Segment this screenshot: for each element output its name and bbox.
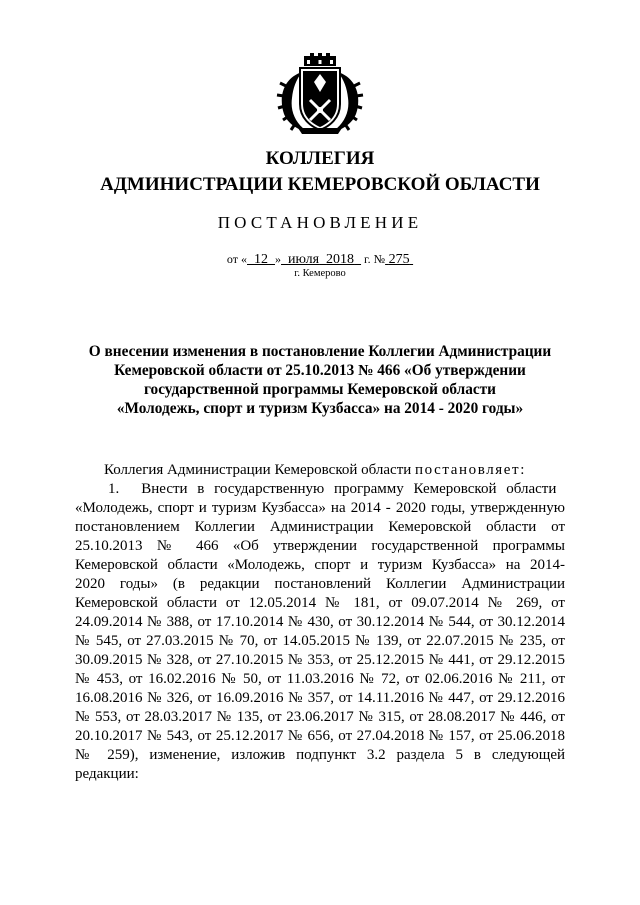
org-name-line1: КОЛЛЕГИЯ [265,148,375,169]
title-line: О внесении изменения в постановление Коллегии Администрации [88,343,552,360]
body-line: № 259), изменение, изложив подпункт 3.2 раздела 5 в следующей [75,747,565,763]
body-line: № 545, от 27.03.2015 № 70, от 14.05.2015 № 139, от 22.07.2015 № 235, от [75,633,565,649]
item-number: 1. [108,481,120,497]
document-type: ПОСТАНОВЛЕНИЕ [217,213,423,232]
body-line: 24.09.2014 № 388, от 17.10.2014 № 430, от 30.12.2014 № 544, от 30.12.2014 [75,614,565,630]
coat-of-arms-icon [274,52,366,136]
document-title [60,342,580,418]
body-line: 30.09.2015 № 328, от 27.10.2015 № 353, от 25.12.2015 № 441, от 29.12.2015 [75,652,565,668]
number-prefix: № [373,252,386,266]
date-prefix: от « [226,252,248,266]
date-mid: » [275,252,282,266]
body-line: редакции: [75,766,139,782]
body-line: 16.08.2016 № 326, от 16.09.2016 № 357, от 14.11.2016 № 447, от 29.12.2016 [75,690,565,706]
document-number: 275 [388,252,410,267]
body-line: № 553, от 28.03.2017 № 135, от 23.06.2017 № 315, от 28.08.2017 № 446, от [75,709,565,725]
date-month-year: июля 2018 [288,252,355,267]
intro-verb: постановляет: [415,462,526,478]
body-line: «Молодежь, спорт и туризм Кузбасса» на 2014 - 2020 годы, утвержденную [75,500,565,516]
date-line [0,251,640,268]
intro-line [104,461,526,480]
body-line: 2020 годы» (в редакции постановлений Коллегии Администрации [75,576,565,592]
body-paragraph [75,480,565,784]
body-line: № 453, от 16.02.2016 № 50, от 11.03.2016 № 72, от 02.06.2016 № 211, от [75,671,565,687]
title-line: государственной программы Кемеровской области [143,381,496,398]
body-line: постановлением Коллегии Администрации Кемеровской области от [75,519,565,535]
title-line: Кемеровской области от 25.10.2013 № 466 «Об утверждении [114,362,526,379]
city: г. Кемерово [294,268,346,279]
intro-text: Коллегия Администрации Кемеровской области [104,462,412,478]
body-line: Кемеровской области «Молодежь, спорт и туризм Кузбасса» на 2014- [75,557,565,573]
date-year-suffix: г. [364,252,371,266]
body-line: Кемеровской области от 12.05.2014 № 181, от 09.07.2014 № 269, от [75,595,565,611]
title-line: «Молодежь, спорт и туризм Кузбасса» на 2014 - 2020 годы» [116,400,524,417]
date-day: 12 [254,252,269,267]
body-line: 20.10.2017 № 543, от 25.12.2017 № 656, от 27.04.2018 № 157, от 25.06.2018 [75,728,565,744]
body-line: 1. Внести в государственную программу Кемеровской области [108,481,557,497]
org-name-line2: АДМИНИСТРАЦИИ КЕМЕРОВСКОЙ ОБЛАСТИ [100,174,540,195]
body-line: 25.10.2013 № 466 «Об утверждении государственной программы [75,538,565,554]
